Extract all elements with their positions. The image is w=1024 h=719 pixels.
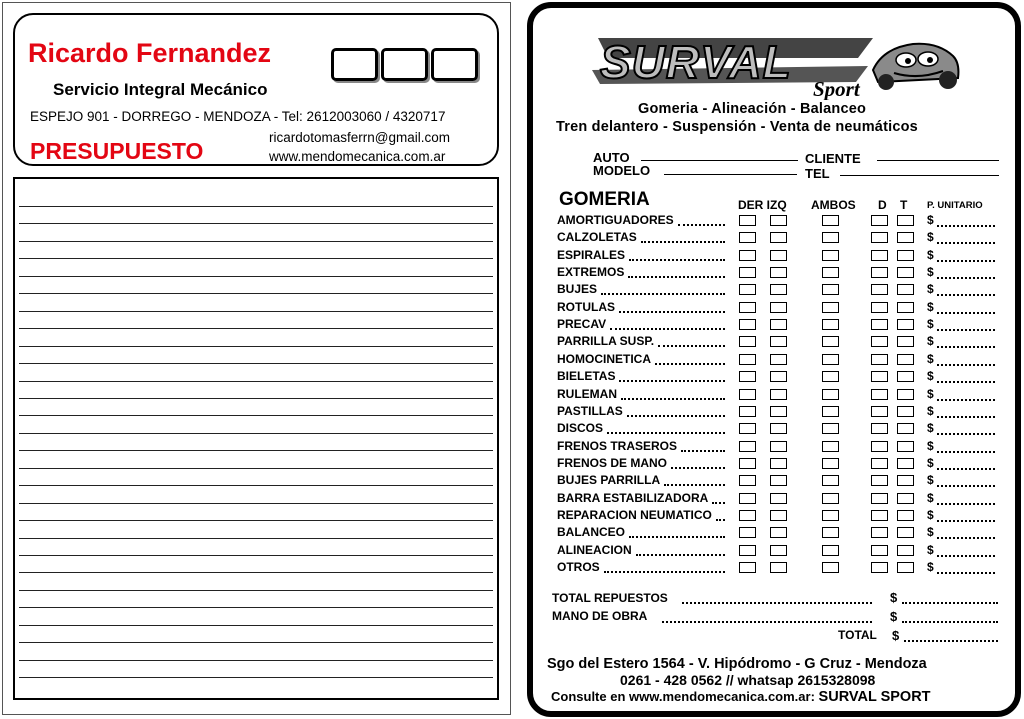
checkbox-izq[interactable]: [770, 493, 787, 504]
checkbox-ambos[interactable]: [822, 441, 839, 452]
unit-price-field[interactable]: [937, 416, 995, 418]
mano-obra-dots: [662, 621, 872, 623]
leader-dots: [619, 311, 725, 313]
item-label: AMORTIGUADORES: [557, 213, 674, 227]
checkbox-der[interactable]: [739, 545, 756, 556]
currency-sign: $: [927, 473, 934, 488]
unit-price-field[interactable]: [937, 433, 995, 435]
total-repuestos-currency: $: [890, 590, 898, 605]
checkbox-d[interactable]: [871, 493, 888, 504]
checkbox-ambos[interactable]: [822, 545, 839, 556]
checkbox-t[interactable]: [897, 250, 914, 261]
checkbox-izq[interactable]: [770, 545, 787, 556]
ruled-line[interactable]: [19, 503, 493, 504]
leader-dots: [601, 293, 725, 295]
checkbox-der[interactable]: [739, 423, 756, 434]
checkbox-izq[interactable]: [770, 423, 787, 434]
ruled-line[interactable]: [19, 572, 493, 573]
number-box-2: [381, 48, 428, 81]
unit-price-field[interactable]: [937, 381, 995, 383]
ruled-line[interactable]: [19, 328, 493, 329]
checkbox-t[interactable]: [897, 458, 914, 469]
ruled-line[interactable]: [19, 241, 493, 242]
currency-sign: $: [927, 455, 934, 470]
footer-phone: 0261 - 428 0562 // whatsap 2615328098: [620, 672, 876, 688]
currency-sign: $: [927, 230, 934, 245]
ruled-line[interactable]: [19, 538, 493, 539]
leader-dots: [678, 224, 725, 226]
leader-dots: [628, 276, 725, 278]
checkbox-ambos[interactable]: [822, 423, 839, 434]
currency-sign: $: [927, 282, 934, 297]
unit-price-field[interactable]: [937, 572, 995, 574]
ruled-line[interactable]: [19, 398, 493, 399]
checkbox-izq[interactable]: [770, 510, 787, 521]
leader-dots: [629, 536, 725, 538]
currency-sign: $: [927, 525, 934, 540]
checkbox-t[interactable]: [897, 527, 914, 538]
leader-dots: [604, 571, 725, 573]
checkbox-der[interactable]: [739, 319, 756, 330]
ruled-line[interactable]: [19, 555, 493, 556]
checkbox-izq[interactable]: [770, 302, 787, 313]
footer-web: [551, 689, 931, 705]
ruled-line[interactable]: [19, 223, 493, 224]
tel-label: TEL: [805, 166, 830, 181]
currency-sign: $: [927, 438, 934, 453]
number-box-1: [331, 48, 378, 81]
checkbox-ambos[interactable]: [822, 250, 839, 261]
ruled-line[interactable]: [19, 311, 493, 312]
checkbox-izq[interactable]: [770, 562, 787, 573]
unit-price-field[interactable]: [937, 451, 995, 453]
race-car-icon: [873, 44, 958, 90]
currency-sign: $: [927, 560, 934, 574]
checkbox-d[interactable]: [871, 267, 888, 278]
checkbox-d[interactable]: [871, 475, 888, 486]
leader-dots: [641, 241, 725, 243]
checkbox-izq[interactable]: [770, 215, 787, 226]
checkbox-d[interactable]: [871, 423, 888, 434]
unit-price-field[interactable]: [937, 468, 995, 470]
checkbox-ambos[interactable]: [822, 406, 839, 417]
unit-price-field[interactable]: [937, 537, 995, 539]
checkbox-d[interactable]: [871, 562, 888, 573]
total-field[interactable]: [904, 640, 998, 642]
checkbox-d[interactable]: [871, 319, 888, 330]
item-label: RULEMAN: [557, 386, 617, 401]
checkbox-d[interactable]: [871, 389, 888, 400]
checkbox-der[interactable]: [739, 406, 756, 417]
checkbox-d[interactable]: [871, 441, 888, 452]
checkbox-der[interactable]: [739, 458, 756, 469]
currency-sign: $: [927, 334, 934, 349]
checkbox-ambos[interactable]: [822, 493, 839, 504]
ruled-line[interactable]: [19, 346, 493, 347]
checkbox-ambos[interactable]: [822, 232, 839, 243]
ruled-line[interactable]: [19, 660, 493, 661]
checkbox-der[interactable]: [739, 302, 756, 313]
item-label: FRENOS DE MANO: [557, 455, 668, 470]
leader-dots: [716, 519, 725, 521]
checkbox-d[interactable]: [871, 215, 888, 226]
unit-price-field[interactable]: [937, 225, 995, 227]
unit-price-field[interactable]: [937, 485, 995, 487]
ruled-line[interactable]: [19, 258, 493, 259]
leader-dots: [610, 328, 725, 330]
checkbox-izq[interactable]: [770, 284, 787, 295]
services-line-1: Gomeria - Alineación - Balanceo: [638, 101, 867, 117]
business-subtitle: Servicio Integral Mecánico: [53, 80, 268, 99]
checkbox-ambos[interactable]: [822, 302, 839, 313]
mano-obra-label: MANO DE OBRA: [552, 609, 648, 623]
leader-dots: [607, 432, 725, 434]
currency-sign: $: [927, 403, 934, 418]
checkbox-der[interactable]: [739, 371, 756, 382]
footer-address: Sgo del Estero 1564 - V. Hipódromo - G Cruz - Mendoza: [547, 656, 927, 672]
ruled-line[interactable]: [19, 206, 493, 207]
currency-sign: $: [927, 265, 934, 280]
item-label: FRENOS TRASEROS: [557, 438, 678, 453]
ruled-line[interactable]: [19, 433, 493, 434]
business-name: Ricardo Fernandez: [28, 38, 272, 68]
business-website: www.mendomecanica.com.ar: [269, 149, 446, 164]
auto-field[interactable]: [641, 160, 798, 161]
checkbox-izq[interactable]: [770, 475, 787, 486]
ruled-line[interactable]: [19, 381, 493, 382]
item-label: DISCOS: [557, 421, 604, 436]
leader-dots: [621, 398, 725, 400]
checkbox-der[interactable]: [739, 354, 756, 365]
checkbox-d[interactable]: [871, 354, 888, 365]
item-label: EXTREMOS: [557, 265, 625, 280]
unit-price-field[interactable]: [937, 277, 995, 279]
checkbox-ambos[interactable]: [822, 354, 839, 365]
mano-obra-currency: $: [890, 609, 898, 624]
checkbox-ambos[interactable]: [822, 336, 839, 347]
services-line-2: Tren delantero - Suspensión - Venta de neumáticos: [556, 119, 918, 135]
item-label: PASTILLAS: [557, 403, 623, 418]
checkbox-izq[interactable]: [770, 441, 787, 452]
checkbox-izq[interactable]: [770, 458, 787, 469]
total-label: TOTAL: [838, 628, 877, 642]
auto-label: AUTO: [593, 150, 630, 165]
logo-sport-text: Sport: [813, 77, 860, 100]
leader-dots: [627, 415, 725, 417]
total-repuestos-label: TOTAL REPUESTOS: [552, 591, 668, 605]
checkbox-t[interactable]: [897, 562, 914, 573]
checkbox-der[interactable]: [739, 336, 756, 347]
checkbox-der[interactable]: [739, 475, 756, 486]
unit-price-field[interactable]: [937, 329, 995, 331]
checkbox-ambos[interactable]: [822, 284, 839, 295]
currency-sign: $: [927, 369, 934, 384]
cliente-label: CLIENTE: [805, 151, 861, 166]
checkbox-d[interactable]: [871, 336, 888, 347]
footer-web-prefix: Consulte en www.mendomecanica.com.ar:: [551, 689, 815, 704]
checkbox-der[interactable]: [739, 284, 756, 295]
checkbox-d[interactable]: [871, 302, 888, 313]
currency-sign: $: [927, 317, 934, 332]
checkbox-izq[interactable]: [770, 336, 787, 347]
checkbox-izq[interactable]: [770, 319, 787, 330]
currency-sign: $: [927, 299, 934, 314]
unit-price-field[interactable]: [937, 294, 995, 296]
cliente-field[interactable]: [877, 160, 999, 161]
checkbox-t[interactable]: [897, 267, 914, 278]
ruled-line[interactable]: [19, 625, 493, 626]
checkbox-d[interactable]: [871, 458, 888, 469]
ruled-line[interactable]: [19, 468, 493, 469]
currency-sign: $: [927, 507, 934, 522]
leader-dots: [658, 345, 725, 347]
ruled-line[interactable]: [19, 590, 493, 591]
modelo-field[interactable]: [664, 174, 797, 175]
ruled-line[interactable]: [19, 520, 493, 521]
mano-obra-field[interactable]: [902, 621, 998, 623]
checkbox-t[interactable]: [897, 319, 914, 330]
ruled-line[interactable]: [19, 450, 493, 451]
item-label: REPARACION NEUMATICO: [557, 507, 712, 522]
checkbox-izq[interactable]: [770, 406, 787, 417]
unit-price-field[interactable]: [937, 555, 995, 557]
business-email: ricardotomasferrn@gmail.com: [269, 130, 451, 145]
document-title: PRESUPUESTO: [30, 138, 204, 164]
leader-dots: [619, 380, 725, 382]
checkbox-t[interactable]: [897, 389, 914, 400]
currency-sign: $: [927, 213, 934, 227]
checkbox-t[interactable]: [897, 475, 914, 486]
unit-price-field[interactable]: [937, 260, 995, 262]
modelo-label: MODELO: [593, 163, 651, 178]
item-label: ALINEACION: [557, 542, 632, 557]
checkbox-ambos[interactable]: [822, 215, 839, 226]
leader-dots: [671, 467, 725, 469]
checkbox-t[interactable]: [897, 232, 914, 243]
ruled-line[interactable]: [19, 642, 493, 643]
checkbox-ambos[interactable]: [822, 527, 839, 538]
checkbox-t[interactable]: [897, 493, 914, 504]
col-unit-price: P. UNITARIO: [927, 200, 983, 211]
unit-price-field[interactable]: [937, 364, 995, 366]
checkbox-ambos[interactable]: [822, 458, 839, 469]
leader-dots: [629, 259, 725, 261]
checkbox-izq[interactable]: [770, 527, 787, 538]
checkbox-ambos[interactable]: [822, 371, 839, 382]
currency-sign: $: [927, 247, 934, 262]
checkbox-t[interactable]: [897, 423, 914, 434]
number-box-3: [431, 48, 478, 81]
checkbox-t[interactable]: [897, 302, 914, 313]
currency-sign: $: [927, 351, 934, 366]
checkbox-ambos[interactable]: [822, 475, 839, 486]
checkbox-der[interactable]: [739, 510, 756, 521]
checkbox-d[interactable]: [871, 250, 888, 261]
checkbox-t[interactable]: [897, 336, 914, 347]
col-t: T: [900, 198, 908, 212]
currency-sign: $: [927, 542, 934, 557]
checkbox-d[interactable]: [871, 527, 888, 538]
checkbox-ambos[interactable]: [822, 319, 839, 330]
checkbox-t[interactable]: [897, 406, 914, 417]
unit-price-field[interactable]: [937, 242, 995, 244]
leader-dots: [636, 554, 725, 556]
checkbox-t[interactable]: [897, 441, 914, 452]
total-repuestos-field[interactable]: [902, 602, 998, 604]
unit-price-field[interactable]: [937, 503, 995, 505]
item-label: ROTULAS: [557, 299, 615, 314]
col-der-izq: DER IZQ: [738, 198, 787, 212]
checkbox-izq[interactable]: [770, 354, 787, 365]
section-title: GOMERIA: [559, 189, 650, 210]
currency-sign: $: [927, 490, 934, 505]
checkbox-t[interactable]: [897, 545, 914, 556]
ruled-line[interactable]: [19, 677, 493, 678]
checkbox-d[interactable]: [871, 232, 888, 243]
checkbox-der[interactable]: [739, 493, 756, 504]
leader-dots: [664, 484, 725, 486]
tel-field[interactable]: [840, 175, 999, 176]
item-label: PARRILLA SUSP.: [557, 334, 655, 349]
ruled-line[interactable]: [19, 607, 493, 608]
checkbox-d[interactable]: [871, 284, 888, 295]
item-label: BARRA ESTABILIZADORA: [557, 490, 709, 505]
item-label: BALANCEO: [557, 525, 625, 540]
checkbox-der[interactable]: [739, 527, 756, 538]
checkbox-t[interactable]: [897, 284, 914, 295]
currency-sign: $: [927, 421, 934, 436]
checkbox-der[interactable]: [739, 215, 756, 226]
item-label: BIELETAS: [557, 369, 616, 384]
checkbox-t[interactable]: [897, 354, 914, 365]
checkbox-der[interactable]: [739, 441, 756, 452]
checkbox-izq[interactable]: [770, 250, 787, 261]
item-label: BUJES PARRILLA: [557, 473, 661, 488]
checkbox-ambos[interactable]: [822, 389, 839, 400]
item-label: OTROS: [557, 560, 600, 574]
checkbox-t[interactable]: [897, 371, 914, 382]
total-currency: $: [892, 628, 900, 643]
unit-price-field[interactable]: [937, 312, 995, 314]
checkbox-der[interactable]: [739, 562, 756, 573]
ruled-lines-area: [13, 177, 499, 700]
ruled-line[interactable]: [19, 415, 493, 416]
checkbox-der[interactable]: [739, 250, 756, 261]
unit-price-field[interactable]: [937, 346, 995, 348]
checkbox-t[interactable]: [897, 510, 914, 521]
checkbox-ambos[interactable]: [822, 562, 839, 573]
leader-dots: [681, 450, 725, 452]
checkbox-der[interactable]: [739, 232, 756, 243]
business-address: ESPEJO 901 - DORREGO - MENDOZA - Tel: 2612003060 / 4320717: [30, 109, 446, 124]
col-d: D: [878, 198, 887, 212]
checkbox-ambos[interactable]: [822, 510, 839, 521]
ruled-line[interactable]: [19, 363, 493, 364]
currency-sign: $: [927, 386, 934, 401]
checkbox-der[interactable]: [739, 389, 756, 400]
item-label: PRECAV: [557, 317, 607, 332]
ruled-line[interactable]: [19, 276, 493, 277]
item-label: BUJES: [557, 282, 598, 297]
checkbox-d[interactable]: [871, 371, 888, 382]
checkbox-izq[interactable]: [770, 389, 787, 400]
checkbox-ambos[interactable]: [822, 267, 839, 278]
unit-price-field[interactable]: [937, 520, 995, 522]
total-repuestos-dots: [682, 602, 872, 604]
checkbox-d[interactable]: [871, 545, 888, 556]
logo-text: SURVAL: [600, 36, 792, 88]
checkbox-d[interactable]: [871, 406, 888, 417]
checkbox-der[interactable]: [739, 267, 756, 278]
footer-brand: SURVAL SPORT: [818, 689, 931, 705]
unit-price-field[interactable]: [937, 399, 995, 401]
checkbox-izq[interactable]: [770, 267, 787, 278]
item-label: HOMOCINETICA: [557, 351, 651, 366]
leader-dots: [655, 363, 725, 365]
checkbox-izq[interactable]: [770, 232, 787, 243]
surval-logo: [588, 30, 968, 100]
ruled-line[interactable]: [19, 293, 493, 294]
item-label: ESPIRALES: [557, 247, 626, 262]
leader-dots: [712, 502, 725, 504]
checkbox-t[interactable]: [897, 215, 914, 226]
item-label: CALZOLETAS: [557, 230, 637, 245]
checkbox-d[interactable]: [871, 510, 888, 521]
col-ambos: AMBOS: [811, 198, 856, 212]
ruled-line[interactable]: [19, 485, 493, 486]
checkbox-izq[interactable]: [770, 371, 787, 382]
